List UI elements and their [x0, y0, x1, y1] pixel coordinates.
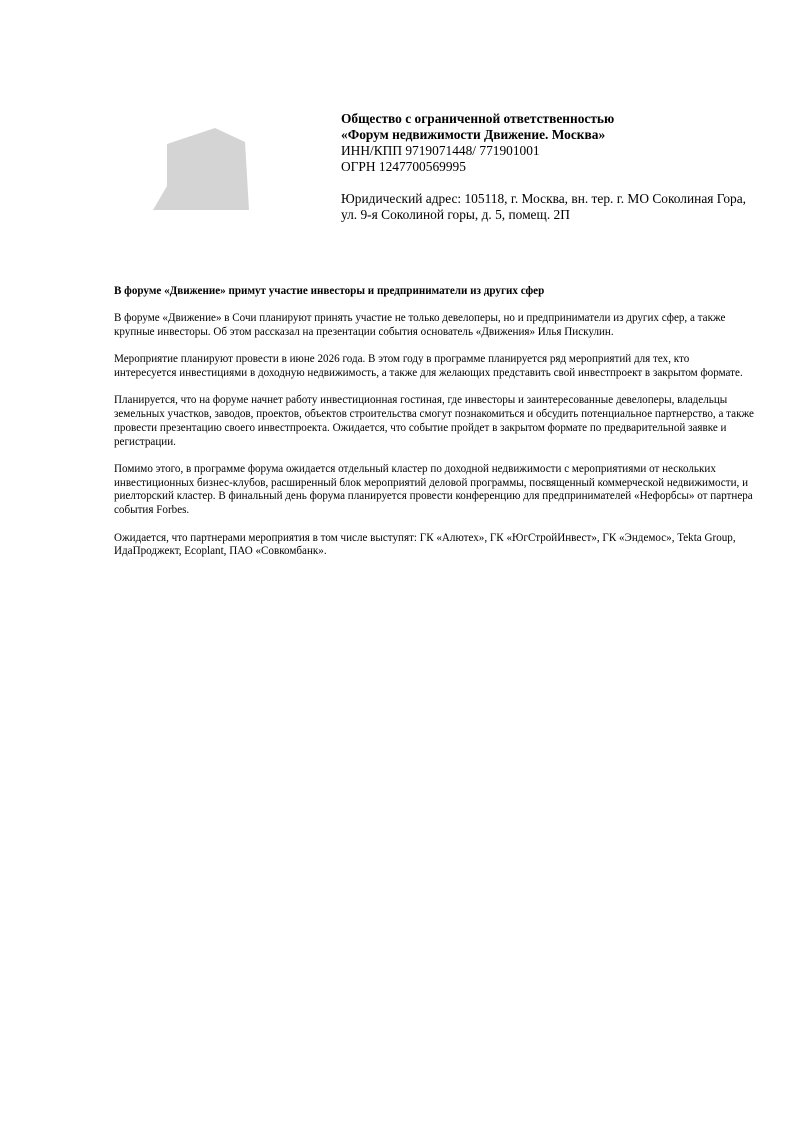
company-name-line1: Общество с ограниченной ответственностью: [341, 111, 615, 126]
article-title: В форуме «Движение» примут участие инвесторы и предприниматели из других сфер: [114, 285, 545, 297]
paragraph: Мероприятие планируют провести в июне 2026 года. В этом году в программе планируется ряд мероприятий для тех, кто интересуется инвестициями в доходную недвижимость, а также для желающих представить свой инвестпроект в закрытом формате.: [114, 353, 743, 379]
company-header: [341, 111, 761, 223]
legal-address: Юридический адрес: 105118, г. Москва, вн. тер. г. МО Соколиная Гора, ул. 9-я Соколиной горы, д. 5, помещ. 2П: [341, 191, 747, 222]
paragraph: Помимо этого, в программе форума ожидается отдельный кластер по доходной недвижимости с мероприятиями от нескольких инвестиционных бизнес-клубов, расширенный блок мероприятий деловой программы, посвященный коммерческой недвижимости, и риелторский кластер. В финальный день форума планируется провести конференцию для предпринимателей «Нефорбсы» от партнера события Forbes.: [114, 462, 753, 517]
paragraph: Ожидается, что партнерами мероприятия в том числе выступят: ГК «Алютех», ГК «ЮгСтройИнвест», ГК «Эндемос», Tekta Group, ИдаПроджект, Ecoplant, ПАО «Совкомбанк».: [114, 531, 736, 558]
company-name-line2: «Форум недвижимости Движение. Москва»: [341, 127, 606, 142]
paragraph: Планируется, что на форуме начнет работу инвестиционная гостиная, где инвесторы и заинтересованные девелоперы, владельцы земельных участков, заводов, проектов, объектов строительства смогут познакомиться и обсудить потенциальное партнерство, а также провести презентацию своего инвестпроекта. Ожидается, что событие пройдет в закрытом формате по предварительной заявке и регистрации.: [114, 394, 754, 448]
ogrn: ОГРН 1247700569995: [341, 159, 466, 174]
paragraph: В форуме «Движение» в Сочи планируют принять участие не только девелоперы, но и предприниматели из других сфер, а также крупные инвесторы. Об этом рассказал на презентации события основатель «Движения» Илья Пискулин.: [114, 312, 726, 338]
inn-kpp: ИНН/КПП 9719071448/ 771901001: [341, 143, 540, 158]
company-logo: [150, 124, 254, 214]
article: [114, 284, 754, 573]
